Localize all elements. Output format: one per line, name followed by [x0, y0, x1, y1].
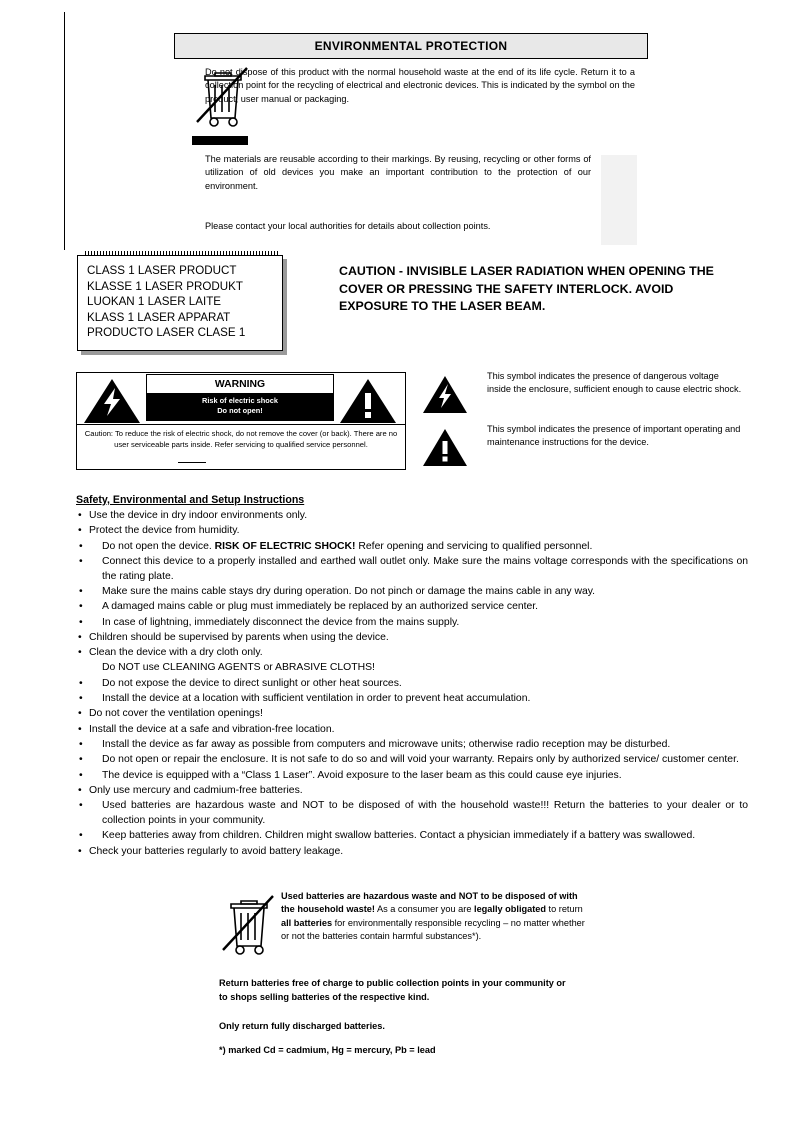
- warning-subtitle-line-2: Do not open!: [217, 406, 263, 415]
- warning-subtitle: [147, 393, 333, 420]
- safety-list-item: • Do not cover the ventilation openings!: [76, 707, 748, 722]
- safety-list-item: • Install the device as far away as possible from computers and microwave units; otherwise radio reception may be disturbed.: [76, 738, 748, 753]
- warning-center-label: [146, 374, 334, 421]
- environmental-paragraph-3: Please contact your local authorities for details about collection points.: [205, 221, 491, 231]
- laser-line-3: LUOKAN 1 LASER LAITE: [87, 295, 222, 309]
- environmental-paragraph-1: Do not dispose of this product with the normal household waste at the end of its life cycle. Return it to a collection point for the recycling of electrical and electronic devices. This is indicated by the symbol on the product, user manual or packaging.: [205, 67, 635, 104]
- battery-marking-legend: *) marked Cd = cadmium, Hg = mercury, Pb = lead: [219, 1045, 436, 1055]
- warning-title: WARNING: [147, 375, 333, 393]
- solid-bar-marking: [192, 136, 248, 145]
- safety-list-item: • Connect this device to a properly installed and earthed wall outlet only. Make sure the mains voltage corresponds with the specifications on the rating plate.: [76, 555, 748, 585]
- safety-list-item: • The device is equipped with a “Class 1 Laser”. Avoid exposure to the laser beam as this could cause eye injuries.: [76, 769, 748, 784]
- exclamation-triangle-icon: [422, 428, 468, 468]
- safety-instructions-list: [76, 509, 748, 860]
- symbol-description-instructions: This symbol indicates the presence of important operating and maintenance instructions for the device.: [487, 424, 741, 448]
- environmental-paragraph-2: The materials are reusable according to their markings. By reusing, recycling or other forms of utilization of old devices you make an important contribution to the protection of our environment.: [205, 154, 591, 191]
- safety-list-item: • Install the device at a location with sufficient ventilation in order to prevent heat accumulation.: [76, 692, 748, 707]
- battery-discharged-note: Only return fully discharged batteries.: [219, 1021, 385, 1031]
- grey-placeholder-block: [601, 155, 637, 245]
- safety-list-item: • Protect the device from humidity.: [76, 524, 748, 539]
- safety-list-item: • Check your batteries regularly to avoid battery leakage.: [76, 845, 748, 860]
- safety-list-item: • A damaged mains cable or plug must immediately be replaced by an authorized service center.: [76, 600, 748, 615]
- safety-list-item: • Do not open or repair the enclosure. It is not safe to do so and will void your warranty. Repairs only by authorized service/ customer center.: [76, 753, 748, 768]
- laser-line-4: KLASS 1 LASER APPARAT: [87, 310, 231, 324]
- safety-list-item: • Make sure the mains cable stays dry during operation. Do not pinch or damage the mains cable in any way.: [76, 585, 748, 600]
- crossed-out-wheelie-bin-icon: [219, 890, 277, 956]
- left-vertical-rule: [64, 12, 65, 250]
- laser-class-label: [77, 255, 283, 351]
- laser-caution-text: CAUTION - INVISIBLE LASER RADIATION WHEN OPENING THE COVER OR PRESSING THE SAFETY INTERLOCK. AVOID EXPOSURE TO THE LASER BEAM.: [339, 264, 714, 314]
- safety-list-item: • Clean the device with a dry cloth only.: [76, 646, 748, 661]
- safety-instructions-heading: Safety, Environmental and Setup Instructions: [76, 494, 305, 506]
- warning-caution-text: Caution: To reduce the risk of electric shock, do not remove the cover (or back). There are no user serviceable parts inside. Refer servicing to qualified service personnel.: [84, 429, 398, 449]
- laser-line-5: PRODUCTO LASER CLASE 1: [87, 326, 246, 340]
- safety-list-item: • Keep batteries away from children. Children might swallow batteries. Contact a physician immediately if a battery was swallowed.: [76, 829, 748, 844]
- safety-list-item: • Only use mercury and cadmium-free batteries.: [76, 784, 748, 799]
- safety-list-item: • In case of lightning, immediately disconnect the device from the mains supply.: [76, 616, 748, 631]
- warning-divider: [77, 424, 405, 425]
- battery-return-paragraph: Return batteries free of charge to public collection points in your community or to shops selling batteries of the respective kind.: [219, 978, 566, 1002]
- warning-subtitle-line-1: Risk of electric shock: [202, 396, 278, 405]
- environmental-protection-title: ENVIRONMENTAL PROTECTION: [174, 33, 648, 59]
- exclamation-triangle-icon: [338, 377, 398, 425]
- warning-tick-mark: [178, 462, 206, 463]
- safety-list-item: • Used batteries are hazardous waste and NOT to be disposed of with the household waste!!! Return the batteries to your dealer or to collection points in your community.: [76, 799, 748, 829]
- battery-disposal-paragraph: Used batteries are hazardous waste and NOT to be disposed of with the household waste! As a consumer you are legally obligated to return all batteries for environmentally responsible recycling – no matter whether or not the batteries contain harmful substances*).: [281, 891, 585, 942]
- safety-list-item: • Install the device at a safe and vibration-free location.: [76, 723, 748, 738]
- laser-line-2: KLASSE 1 LASER PRODUKT: [87, 279, 243, 293]
- lightning-bolt-triangle-icon: [422, 375, 468, 415]
- safety-list-item: • Do not expose the device to direct sunlight or other heat sources.: [76, 677, 748, 692]
- symbol-description-voltage: This symbol indicates the presence of dangerous voltage inside the enclosure, sufficient enough to cause electric shock.: [487, 371, 742, 395]
- safety-list-item: • Children should be supervised by parents when using the device.: [76, 631, 748, 646]
- lightning-bolt-triangle-icon: [82, 377, 142, 425]
- safety-list-item: Do NOT use CLEANING AGENTS or ABRASIVE CLOTHS!: [102, 662, 375, 674]
- safety-list-item: • Do not open the device. RISK OF ELECTRIC SHOCK! Refer opening and servicing to qualified personnel.: [76, 540, 748, 555]
- safety-list-item: • Use the device in dry indoor environments only.: [76, 509, 748, 524]
- laser-line-1: CLASS 1 LASER PRODUCT: [87, 264, 237, 277]
